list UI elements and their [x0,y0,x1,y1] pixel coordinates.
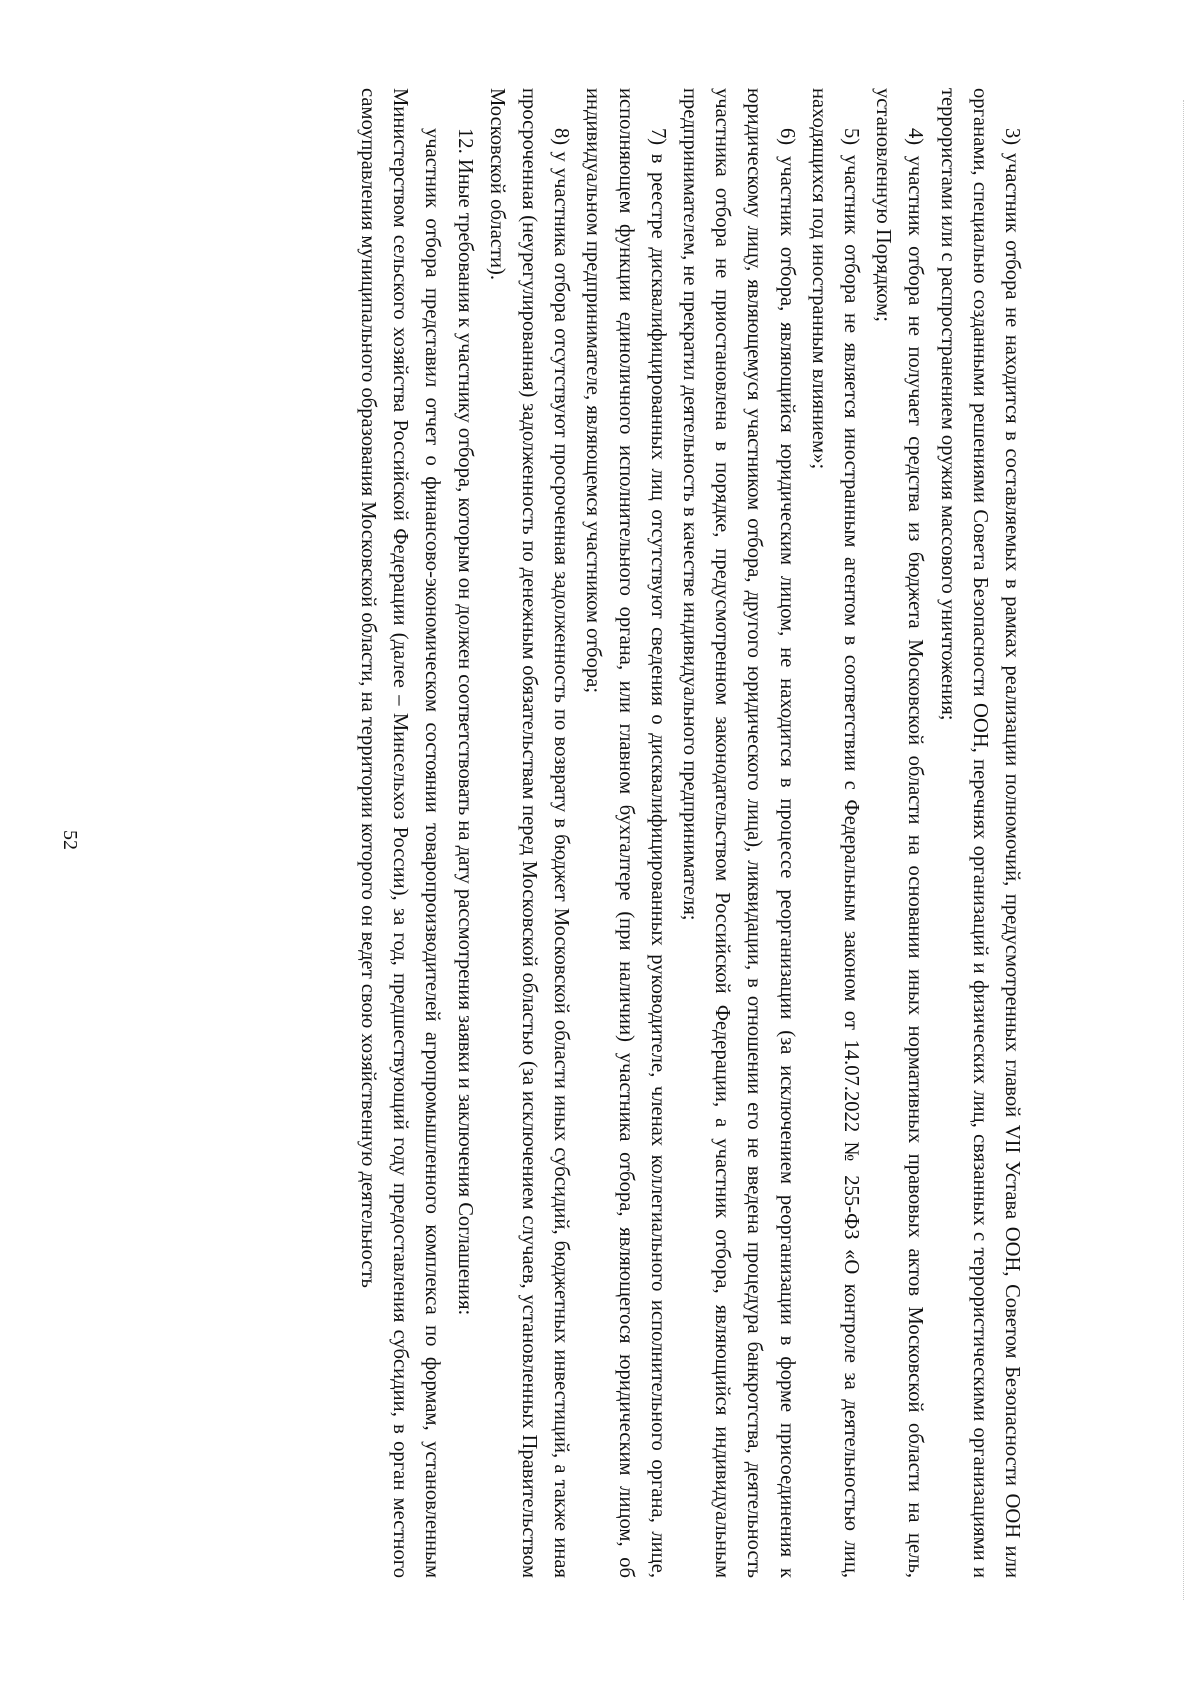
paragraph-item-6: 6) участник отбора, являющийся юридическим лицом, не находится в процессе реорганизации (за исключением реорганизации в форме присоединения к юридическому лицу, являющемуся участником отбора, другого юридического лица), ликвидации, в отношении его не введена процедура банкротства, деятельность участника отбора не приостановлена в порядке, предусмотренном законодательством Российской Федерации, а участник отбора, являющийся индивидуальным предпринимателем, не прекратил деятельность в качестве индивидуального предпринимателя; [678,88,798,1578]
paragraph-item-3: 3) участник отбора не находится в составляемых в рамках реализации полномочий, предусмотренных главой VII Устава ООН, Советом Безопасности ООН или органами, специально созданными решениями Совета Безопасности ООН, перечнях организаций и физических лиц, связанных с террористическими организациями и террористами или с распространением оружия массового уничтожения; [936,88,1023,1578]
paragraph-report-requirement: участник отбора представил отчет о финансово-экономическом состоянии товаропроизводителей агропромышленного комплекса по формам, установленным Министерством сельского хозяйства Российской Федерации (далее – Минсельхоз России), за год, предшествующий году предоставления субсидии, в орган местного самоуправления муниципального образования Московской области, на территории которого он ведет свою хозяйственную деятельность [356,88,444,1578]
paragraph-item-5: 5) участник отбора не является иностранным агентом в соответствии с Федеральным законом от 14.07.2022 № 255-ФЗ «О контроле за деятельностью лиц, находящихся под иностранным влиянием»; [807,88,862,1578]
scan-edge-artifact [1183,100,1190,1600]
paragraph-item-8: 8) у участника отбора отсутствуют просроченная задолженность по возврату в бюджет Московской области иных субсидий, бюджетных инвестиций, а также иная просроченная (неурегулированная) задолженность по денежным обязательствам перед Московской областью (за исключением случаев, установленных Правительством Московской области). [485,88,573,1578]
document-body [148,88,1028,1578]
page-number: 52 [59,830,81,850]
paragraph-item-4: 4) участник отбора не получает средства из бюджета Московской области на основании иных нормативных правовых актов Московской области на цель, установленную Порядком; [872,88,927,1578]
paragraph-section-12: 12. Иные требования к участнику отбора, которым он должен соответствовать на дату рассмотрения заявки и заключения Соглашения: [453,128,476,1316]
paragraph-item-7: 7) в реестре дисквалифицированных лиц отсутствуют сведения о дисквалифицированных руководителе, членах коллегиального исполнительного органа, лице, исполняющем функции единоличного исполнительного органа, или главном бухгалтере (при наличии) участника отбора, являющегося юридическим лицом, об индивидуальном предпринимателе, являющемся участником отбора; [582,88,669,1578]
